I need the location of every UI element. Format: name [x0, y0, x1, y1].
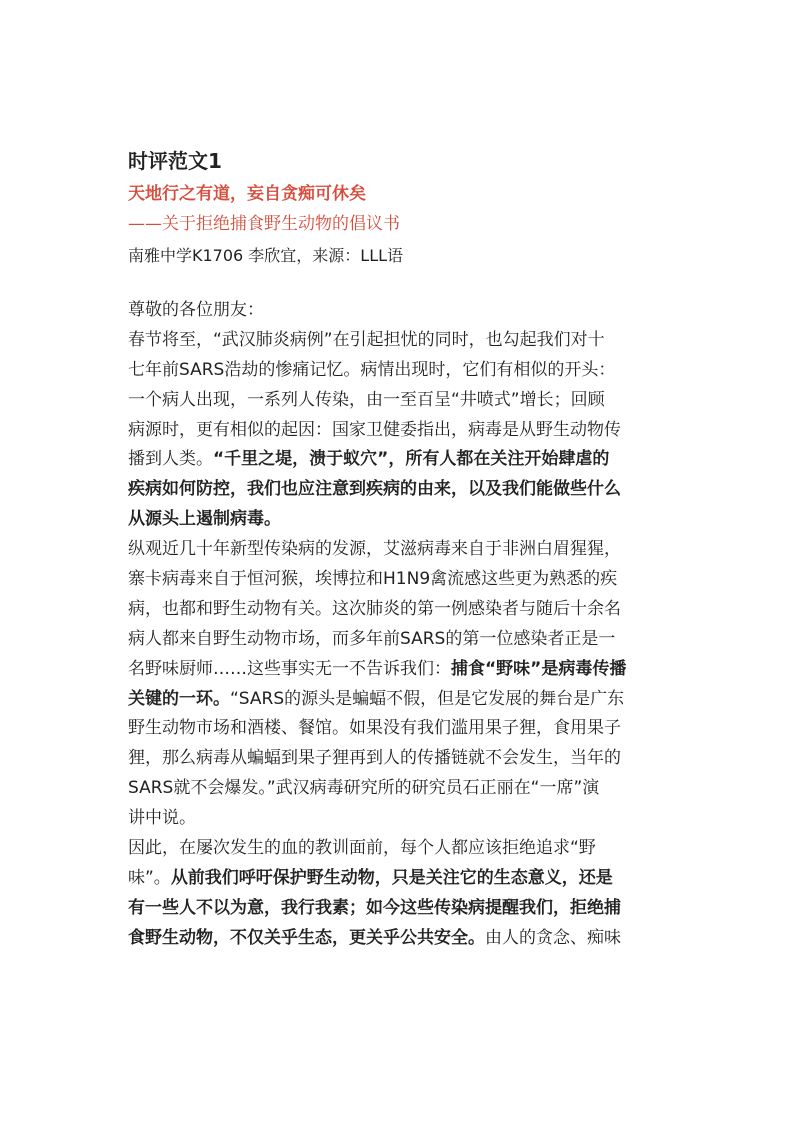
- body-line: [128, 714, 673, 744]
- body-line: [128, 834, 673, 864]
- body-line: [128, 924, 673, 954]
- bold-text: 有一些人不以为意，我行我素；如今这些传染病提醒我们，拒绝捕: [128, 897, 621, 918]
- body-text: 狸，那么病毒从蝙蝠到果子狸再到人的传播链就不会发生，当年的: [128, 748, 621, 769]
- body-line: [128, 475, 673, 505]
- article-byline: 南雅中学K1706 李欣宜，来源：LLL语: [128, 246, 404, 265]
- body-text: “SARS的源头是蝙蝠不假，但是它发展的舞台是广东: [230, 688, 625, 709]
- body-text: 味”。: [128, 867, 171, 888]
- body-text: 寨卡病毒来自于恒河猴，埃博拉和H1N9禽流感这些更为熟悉的疾: [128, 569, 618, 590]
- body-text: 由人的贪念、痴味: [485, 927, 621, 948]
- body-line: [128, 386, 673, 416]
- bold-text: 从源头上遏制病毒。: [128, 509, 281, 530]
- body-line: [128, 774, 673, 804]
- body-text: 病源时，更有相似的起因：国家卫健委指出，病毒是从野生动物传: [128, 419, 621, 440]
- body-text: 病，也都和野生动物有关。这次肺炎的第一例感染者与随后十余名: [128, 598, 621, 619]
- body-text: 春节将至，“武汉肺炎病例”在引起担忧的同时，也勾起我们对十: [128, 329, 605, 350]
- body-text: 野生动物市场和酒楼、餐馆。如果没有我们滥用果子狸，食用果子: [128, 718, 621, 739]
- body-line: [128, 625, 673, 655]
- bold-text: 食野生动物，不仅关乎生态，更关乎公共安全。: [128, 927, 485, 948]
- body-text: 讲中说。: [128, 808, 196, 829]
- body-text: 名野味厨师……这些事实无一不告诉我们：: [128, 658, 451, 679]
- body-line: [128, 356, 673, 386]
- body-line: [128, 655, 673, 685]
- body-line: [128, 864, 673, 894]
- bold-text: 从前我们呼吁保护野生动物，只是关注它的生态意义，还是: [170, 867, 613, 888]
- body-text: SARS就不会爆发。”武汉病毒研究所的研究员石正丽在“一席”演: [128, 778, 600, 799]
- body-line: [128, 565, 673, 595]
- body-line: [128, 326, 673, 356]
- article-subtitle-secondary: ——关于拒绝捕食野生动物的倡议书: [128, 214, 400, 234]
- body-line: [128, 744, 673, 774]
- body-text: 一个病人出现，一系列人传染，由一至百呈“井喷式”增长；回顾: [128, 389, 605, 410]
- bold-text: 关键的一环。: [128, 688, 230, 709]
- body-line: [128, 804, 673, 834]
- body-line: [128, 416, 673, 446]
- body-line: [128, 296, 673, 326]
- body-text: 病人都来自野生动物市场，而多年前SARS的第一位感染者正是一: [128, 628, 616, 649]
- body-text: 尊敬的各位朋友：: [128, 300, 264, 320]
- body-line: [128, 445, 673, 475]
- body-line: [128, 894, 673, 924]
- body-line: [128, 535, 673, 565]
- bold-text: 捕食“野味”是病毒传播: [451, 658, 627, 679]
- bold-text: “千里之堤，溃于蚁穴”，所有人都在关注开始肆虐的: [213, 449, 610, 470]
- article-subtitle: 天地行之有道，妄自贪痴可休矣: [128, 184, 366, 204]
- body-text: 因此，在屡次发生的血的教训面前，每个人都应该拒绝追求“野: [128, 838, 596, 859]
- body-text: 播到人类。: [128, 449, 213, 470]
- bold-text: 疾病如何防控，我们也应注意到疾病的由来，以及我们能做些什么: [128, 479, 621, 500]
- body-line: [128, 685, 673, 715]
- body-line: [128, 505, 673, 535]
- article-body: [128, 296, 673, 954]
- body-text: 七年前SARS浩劫的惨痛记忆。病情出现时，它们有相似的开头：: [128, 359, 616, 380]
- article-heading: 时评范文1: [128, 149, 222, 173]
- body-text: 纵观近几十年新型传染病的发源，艾滋病毒来自于非洲白眉猩猩，: [128, 539, 621, 560]
- body-line: [128, 595, 673, 625]
